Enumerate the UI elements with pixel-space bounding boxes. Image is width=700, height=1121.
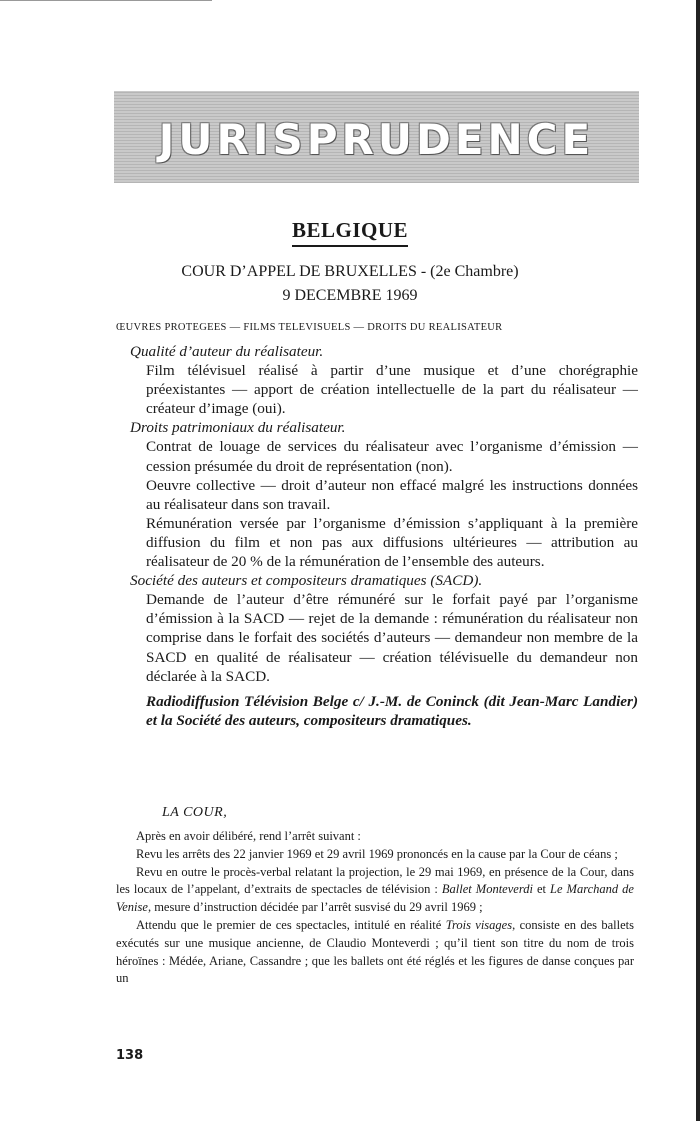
- la-cour-heading: LA COUR,: [162, 805, 228, 820]
- summary-item: Rémunération versée par l’organisme d’émission s’appliquant à la première diffusion du film et non pas aux diffusions ultérieures — attribution au réalisateur de 20 % de la rémunération de l’ensemble des auteurs.: [146, 514, 638, 571]
- spectacle-title: Le Marchand de Venise: [116, 882, 634, 915]
- summary-heading: Qualité d’auteur du réalisateur.: [130, 343, 324, 360]
- paragraph: Après en avoir délibéré, rend l’arrêt suivant :: [136, 829, 361, 843]
- court-name: COUR D’APPEL DE BRUXELLES - (2e Chambre): [181, 263, 519, 280]
- judgment-text: [116, 828, 634, 988]
- summary-item: Demande de l’auteur d’être rémunéré sur le forfait payé par l’organisme d’émission à la SACD — rejet de la demande : rémunération du réalisateur non comprise dans le forfait des sociétés d’auteurs — demandeur non membre de la SACD en qualité de réalisateur — création télévisuelle du demandeur non déclarée à la SACD.: [146, 591, 638, 685]
- summary-heading: Société des auteurs et compositeurs dramatiques (SACD).: [130, 572, 483, 590]
- summary-item: Contrat de louage de services du réalisateur avec l’organisme d’émission — cession présumée du droit de représentation (non).: [146, 438, 638, 475]
- text-run: , mesure d’instruction décidée par l’arrêt susvisé du 29 avril 1969 ;: [147, 900, 483, 915]
- paragraph: Revu les arrêts des 22 janvier 1969 et 29 avril 1969 prononcés en la cause par la Cour de céans ;: [136, 846, 618, 861]
- page-edge-shadow: [696, 0, 700, 1121]
- banner-title: JURISPRUDENCE: [158, 114, 595, 164]
- summary-item: Film télévisuel réalisé à partir d’une musique et d’une chorégraphie préexistantes — apport de création intellectuelle de la part du réalisateur — créateur d’image (oui).: [146, 362, 638, 418]
- case-summary: [116, 342, 638, 730]
- summary-item: Oeuvre collective — droit d’auteur non effacé malgré les instructions données au réalisateur dans son travail.: [146, 476, 638, 513]
- paragraph: [116, 917, 634, 988]
- case-parties: Radiodiffusion Télévision Belge c/ J.-M. de Coninck (dit Jean-Marc Landier) et la Société des auteurs, compositeurs dramatiques.: [146, 692, 638, 729]
- spectacle-title: Ballet Monteverdi: [441, 882, 533, 897]
- text-run: et: [532, 882, 551, 897]
- paragraph: [116, 864, 634, 917]
- section-banner: [114, 91, 639, 183]
- text-run: Revu en outre le procès-verbal relatant la projection, le 29 mai 1969, en présence de la Cour, dans les locaux de l’appelant, d’extraits de spectacles de télévision :: [116, 864, 634, 897]
- summary-heading: Droits patrimoniaux du réalisateur.: [130, 419, 346, 437]
- decision-date: 9 DECEMBRE 1969: [282, 287, 418, 304]
- top-rule: [0, 0, 212, 1]
- page-number: 138: [116, 1048, 144, 1063]
- text-run: Attendu que le premier de ces spectacles, intitulé en réalité: [136, 917, 446, 932]
- country-heading: [0, 218, 700, 247]
- spectacle-title: Trois visages: [445, 917, 513, 932]
- country-label: BELGIQUE: [292, 218, 408, 247]
- text-run: , consiste en des ballets exécutés sur une musique ancienne, de Claudio Monteverdi ; qu’il tient son titre du nom de trois héroïnes : Médée, Ariane, Cassandre ; que les ballets ont été réglés et les figures de danse conçues par un: [116, 917, 634, 986]
- subject-keywords: ŒUVRES PROTEGEES — FILMS TELEVISUELS — DROITS DU REALISATEUR: [116, 322, 503, 333]
